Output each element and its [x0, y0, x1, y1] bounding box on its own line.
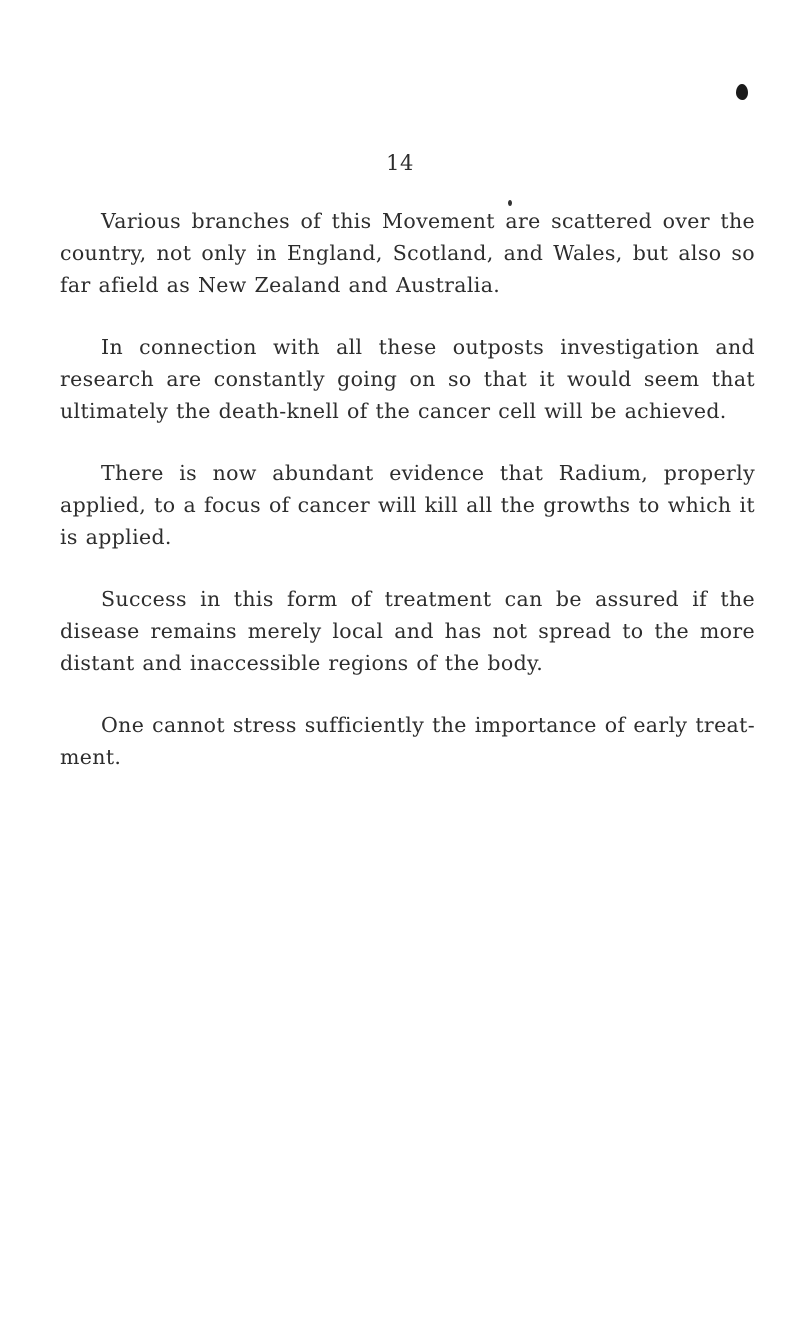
paragraph: One cannot stress sufficiently the importance of early treat- ment.	[60, 713, 755, 769]
paragraph: Various branches of this Movement are scattered over the country, not only in England, Scotland, and Wales, but also so far afield as New Zealand and Australia.	[60, 209, 755, 297]
paragraph: Success in this form of treatment can be assured if the disease remains merely local and has not spread to the more distant and inaccessible regions of the body.	[60, 587, 755, 675]
paragraph: In connection with all these outposts investigation and research are constantly going on so that it would seem that ultimately the death-knell of the cancer cell will be achieved.	[60, 335, 755, 423]
page-number: 14	[386, 151, 414, 175]
ink-blot	[736, 84, 748, 100]
paragraph: There is now abundant evidence that Radium, properly applied, to a focus of cancer will kill all the growths to which it is applied.	[60, 461, 755, 549]
body-text	[60, 205, 755, 803]
